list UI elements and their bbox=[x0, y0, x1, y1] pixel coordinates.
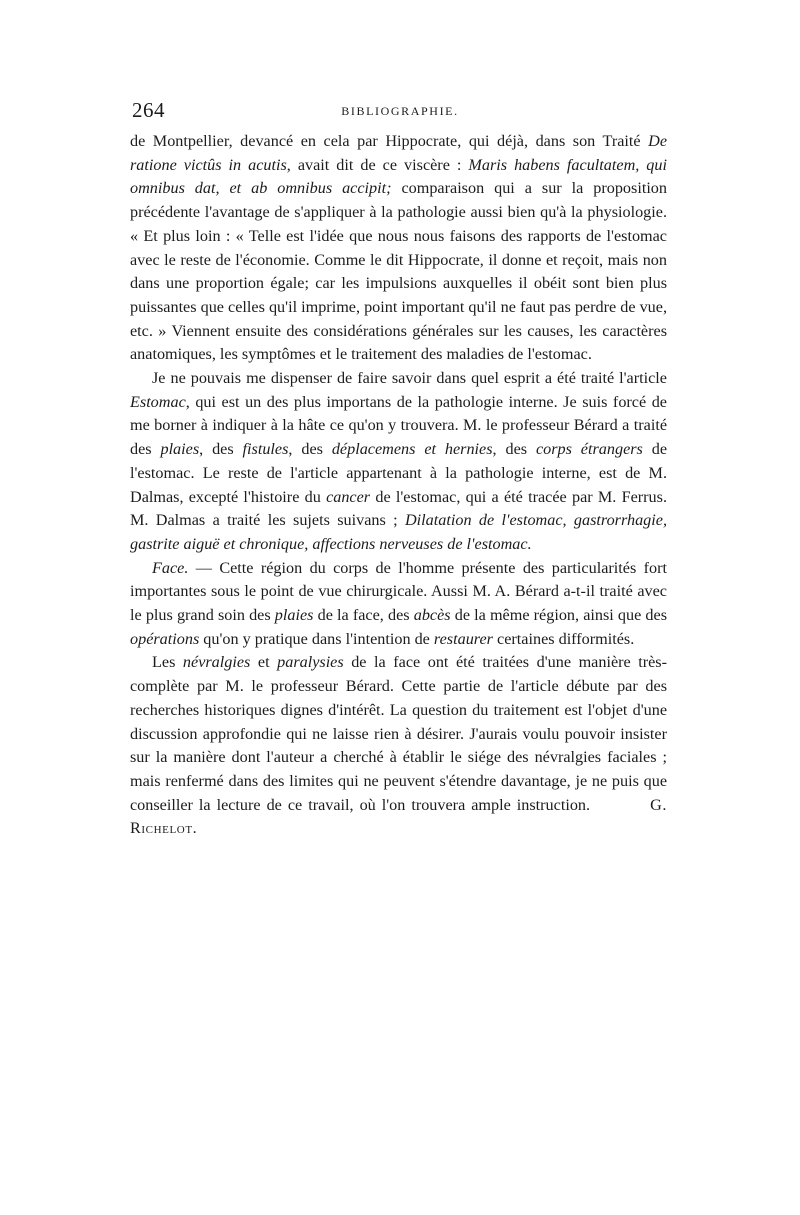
italic-run: névralgies bbox=[182, 653, 251, 672]
text-run: de la face ont été traitées d'une manière très-complète par M. le professeur Bérard. Cette partie de l'article débute par des recherches historiques dignes d'intérêt. La question du traitement est l'objet d'une discussion approfondie qui ne laisse rien à désirer. J'aurais voulu pouvoir insister sur la manière dont l'auteur a cherché à établir le siége des névralgies faciales ; mais renfermé dans des limites qui ne peuvent s'étendre davantage, je ne puis que conseiller la lecture de ce travail, où l'on trouvera ample instruction. bbox=[130, 653, 668, 814]
italic-run: opérations bbox=[130, 629, 200, 648]
paragraph-4 bbox=[130, 651, 667, 841]
text-run: , des bbox=[199, 440, 243, 459]
italic-run: plaies bbox=[274, 606, 314, 625]
italic-run: restaurer bbox=[433, 629, 493, 648]
text-run: qu'on y pratique dans l'intention de bbox=[199, 629, 434, 648]
page-number: 264 bbox=[132, 98, 165, 122]
text-run: — Cette région du corps de l'homme présente des particularités fort importantes sous le point de vue chirurgicale. Aussi M. A. Bérard a-t-il traité avec le plus grand soin des bbox=[130, 558, 667, 625]
text-run: de l'estomac. Le reste de l'article appartenant à la pathologie interne, est de M. Dalmas, excepté l'histoire du bbox=[130, 440, 668, 506]
text-run: comparaison qui a sur la proposition précédente l'avantage de s'appliquer à la pathologie aussi bien qu'à la physiologie. « Et plus loin : « Telle est l'idée que nous nous faisons des rapports de l'estomac avec le reste de l'économie. Comme le dit Hippocrate, il donne et reçoit, mais non dans une proportion égale; car les impulsions auxquelles il obéit sont bien plus puissantes que celles qu'il imprime, point important qu'il ne faut pas perdre de vue, etc. » Viennent ensuite des considérations générales sur les causes, les caractères anatomiques, les symptômes et le traitement des maladies de l'estomac. bbox=[130, 179, 667, 364]
text-run: Les bbox=[152, 653, 183, 672]
text-run: de Montpellier, devancé en cela par Hippocrate, qui déjà, dans son Traité bbox=[130, 132, 649, 150]
body-text bbox=[130, 130, 667, 841]
text-run: , qui est un des plus importans de la pathologie interne. Je suis forcé de me borner à indiquer à la hâte ce qu'on y trouvera. M. le professeur Bérard a traité des bbox=[130, 392, 667, 459]
paragraph-1 bbox=[130, 130, 667, 367]
text-run: , des bbox=[288, 440, 332, 459]
italic-run: corps étrangers bbox=[535, 440, 643, 459]
page-header bbox=[130, 98, 670, 124]
text-run: Je ne pouvais me dispenser de faire savoir dans quel esprit a été traité l'article bbox=[152, 369, 667, 388]
text-run: de la face, des bbox=[313, 606, 414, 625]
text-run: , avait dit de ce viscère : bbox=[286, 155, 469, 174]
italic-run: plaies bbox=[160, 440, 200, 459]
italic-run: Dilatation de l'estomac, gastrorrhagie, gastrite aiguë et chronique, affections nerveuses de l'estomac. bbox=[130, 511, 667, 553]
text-run: et bbox=[250, 653, 278, 672]
italic-run: déplacemens et hernies bbox=[331, 440, 493, 459]
italic-run: fistules bbox=[242, 440, 289, 459]
text-run: de la même région, ainsi que des bbox=[450, 606, 668, 625]
text-run: , des bbox=[492, 440, 536, 459]
italic-run: abcès bbox=[413, 606, 451, 625]
section-label: Face. bbox=[152, 558, 189, 577]
italic-run: Maris habens facultatem, qui omnibus dat, et ab omnibus accipit; bbox=[130, 155, 667, 198]
italic-run: Estomac bbox=[130, 392, 186, 411]
paragraph-3 bbox=[130, 557, 667, 652]
paragraph-2 bbox=[130, 367, 667, 557]
author-signature: G. Richelot. bbox=[130, 795, 667, 838]
text-run: certaines difformités. bbox=[492, 629, 635, 648]
text-run: de l'estomac, qui a été tracée par M. Ferrus. M. Dalmas a traité les sujets suivans ; bbox=[130, 487, 667, 530]
italic-run: De ratione victûs in acutis bbox=[130, 132, 667, 174]
running-head: BIBLIOGRAPHIE. bbox=[341, 104, 459, 118]
italic-run: cancer bbox=[326, 487, 371, 506]
italic-run: paralysies bbox=[277, 653, 344, 672]
